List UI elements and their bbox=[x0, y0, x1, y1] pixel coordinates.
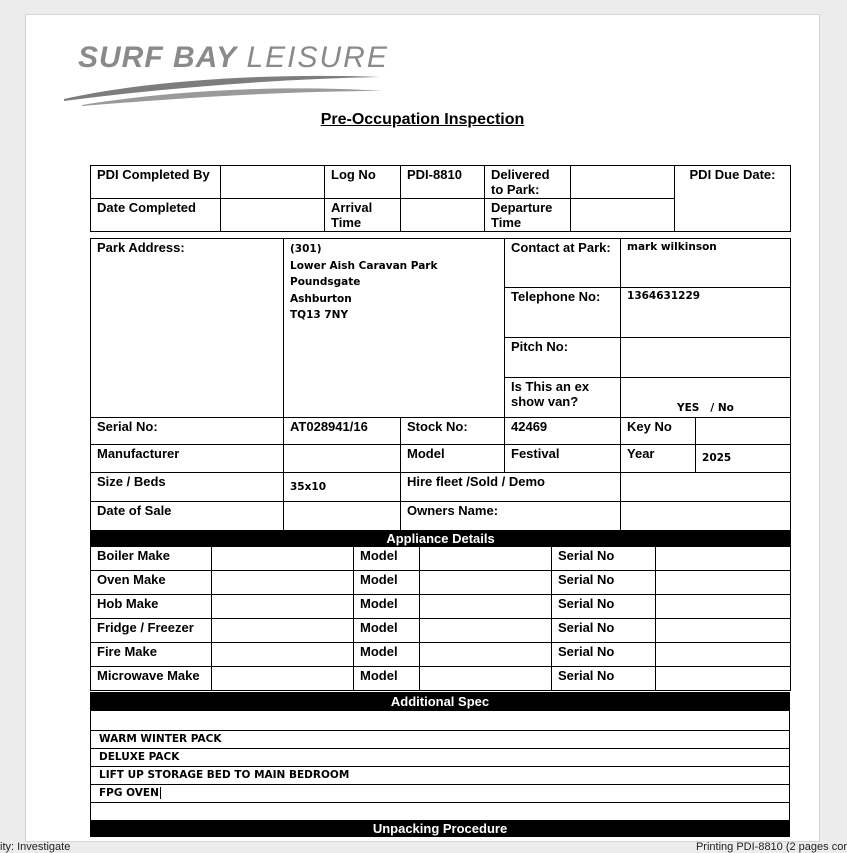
fire-make-field[interactable] bbox=[212, 643, 354, 667]
spec-item[interactable]: LIFT UP STORAGE BED TO MAIN BEDROOM bbox=[91, 767, 790, 785]
appliance-details-header: Appliance Details bbox=[91, 531, 791, 547]
oven-model-label: Model bbox=[354, 571, 420, 595]
pdi-header-table bbox=[90, 165, 791, 232]
year-value: 2025 bbox=[696, 445, 791, 473]
text-cursor bbox=[160, 787, 161, 799]
show-van-choice[interactable]: YES / No bbox=[621, 378, 791, 418]
log-no-label: Log No bbox=[325, 166, 401, 199]
boiler-serial-field[interactable] bbox=[656, 547, 791, 571]
boiler-make-field[interactable] bbox=[212, 547, 354, 571]
fridge-model-label: Model bbox=[354, 619, 420, 643]
logo-swoosh-icon bbox=[62, 71, 392, 107]
departure-time-field[interactable] bbox=[571, 199, 675, 232]
park-address-value: (301) Lower Aish Caravan Park Poundsgate Ashburton TQ13 7NY bbox=[284, 239, 505, 418]
fridge-make-label: Fridge / Freezer bbox=[91, 619, 212, 643]
microwave-model-field[interactable] bbox=[420, 667, 552, 691]
hire-fleet-field[interactable] bbox=[621, 473, 791, 502]
pitch-no-field[interactable] bbox=[621, 338, 791, 378]
park-details-table bbox=[90, 238, 791, 531]
telephone-value: 1364631229 bbox=[621, 288, 791, 338]
fridge-serial-field[interactable] bbox=[656, 619, 791, 643]
fridge-model-field[interactable] bbox=[420, 619, 552, 643]
fire-make-label: Fire Make bbox=[91, 643, 212, 667]
pdi-due-date-label: PDI Due Date: bbox=[675, 166, 791, 232]
page-title: Pre-Occupation Inspection bbox=[320, 111, 525, 128]
year-label: Year bbox=[621, 445, 696, 473]
park-address-label: Park Address: bbox=[91, 239, 284, 418]
delivered-label: Delivered to Park: bbox=[485, 166, 571, 199]
boiler-model-label: Model bbox=[354, 547, 420, 571]
pdi-completed-by-label: PDI Completed By bbox=[91, 166, 221, 199]
spec-item[interactable]: DELUXE PACK bbox=[91, 749, 790, 767]
hob-model-label: Model bbox=[354, 595, 420, 619]
oven-serial-label: Serial No bbox=[552, 571, 656, 595]
status-bar-left: ity: Investigate bbox=[0, 841, 71, 853]
fridge-make-field[interactable] bbox=[212, 619, 354, 643]
date-of-sale-field[interactable] bbox=[284, 502, 401, 531]
manufacturer-label: Manufacturer bbox=[91, 445, 284, 473]
telephone-label: Telephone No: bbox=[505, 288, 621, 338]
oven-make-field[interactable] bbox=[212, 571, 354, 595]
arrival-time-field[interactable] bbox=[401, 199, 485, 232]
spec-blank-row[interactable] bbox=[91, 711, 790, 731]
pdi-completed-by-field[interactable] bbox=[221, 166, 325, 199]
date-completed-label: Date Completed bbox=[91, 199, 221, 232]
size-beds-label: Size / Beds bbox=[91, 473, 284, 502]
status-bar-right: Printing PDI-8810 (2 pages cor bbox=[695, 841, 847, 853]
departure-time-label: Departure Time bbox=[485, 199, 571, 232]
log-no-value: PDI-8810 bbox=[401, 166, 485, 199]
hire-fleet-label: Hire fleet /Sold / Demo bbox=[401, 473, 621, 502]
manufacturer-field[interactable] bbox=[284, 445, 401, 473]
size-beds-value: 35x10 bbox=[284, 473, 401, 502]
owners-name-label: Owners Name: bbox=[401, 502, 621, 531]
additional-spec-header: Additional Spec bbox=[91, 693, 790, 711]
hob-make-label: Hob Make bbox=[91, 595, 212, 619]
model-value: Festival bbox=[505, 445, 621, 473]
oven-make-label: Oven Make bbox=[91, 571, 212, 595]
additional-spec-table bbox=[90, 692, 790, 837]
date-completed-field[interactable] bbox=[221, 199, 325, 232]
key-no-label: Key No bbox=[621, 418, 696, 445]
microwave-make-field[interactable] bbox=[212, 667, 354, 691]
serial-no-value: AT028941/16 bbox=[284, 418, 401, 445]
boiler-model-field[interactable] bbox=[420, 547, 552, 571]
serial-no-label: Serial No: bbox=[91, 418, 284, 445]
hob-model-field[interactable] bbox=[420, 595, 552, 619]
key-no-field[interactable] bbox=[696, 418, 791, 445]
fire-serial-field[interactable] bbox=[656, 643, 791, 667]
pitch-no-label: Pitch No: bbox=[505, 338, 621, 378]
stock-no-label: Stock No: bbox=[401, 418, 505, 445]
unpacking-procedure-header: Unpacking Procedure bbox=[91, 821, 790, 837]
surf-bay-logo: SURF BAY LEISURE bbox=[62, 37, 392, 107]
document-page bbox=[25, 14, 820, 842]
fridge-serial-label: Serial No bbox=[552, 619, 656, 643]
date-of-sale-label: Date of Sale bbox=[91, 502, 284, 531]
owners-name-field[interactable] bbox=[621, 502, 791, 531]
microwave-serial-field[interactable] bbox=[656, 667, 791, 691]
fire-model-label: Model bbox=[354, 643, 420, 667]
delivered-field[interactable] bbox=[571, 166, 675, 199]
hob-serial-label: Serial No bbox=[552, 595, 656, 619]
hob-serial-field[interactable] bbox=[656, 595, 791, 619]
fire-model-field[interactable] bbox=[420, 643, 552, 667]
oven-serial-field[interactable] bbox=[656, 571, 791, 595]
stock-no-value: 42469 bbox=[505, 418, 621, 445]
hob-make-field[interactable] bbox=[212, 595, 354, 619]
microwave-serial-label: Serial No bbox=[552, 667, 656, 691]
show-van-label: Is This an ex show van? bbox=[505, 378, 621, 418]
boiler-make-label: Boiler Make bbox=[91, 547, 212, 571]
spec-blank-row[interactable] bbox=[91, 803, 790, 821]
microwave-model-label: Model bbox=[354, 667, 420, 691]
model-label: Model bbox=[401, 445, 505, 473]
contact-label: Contact at Park: bbox=[505, 239, 621, 288]
contact-value: mark wilkinson bbox=[621, 239, 791, 288]
microwave-make-label: Microwave Make bbox=[91, 667, 212, 691]
spec-item-active[interactable]: FPG OVEN bbox=[91, 785, 790, 803]
oven-model-field[interactable] bbox=[420, 571, 552, 595]
appliance-table bbox=[90, 530, 791, 691]
arrival-time-label: Arrival Time bbox=[325, 199, 401, 232]
boiler-serial-label: Serial No bbox=[552, 547, 656, 571]
spec-item[interactable]: WARM WINTER PACK bbox=[91, 731, 790, 749]
fire-serial-label: Serial No bbox=[552, 643, 656, 667]
